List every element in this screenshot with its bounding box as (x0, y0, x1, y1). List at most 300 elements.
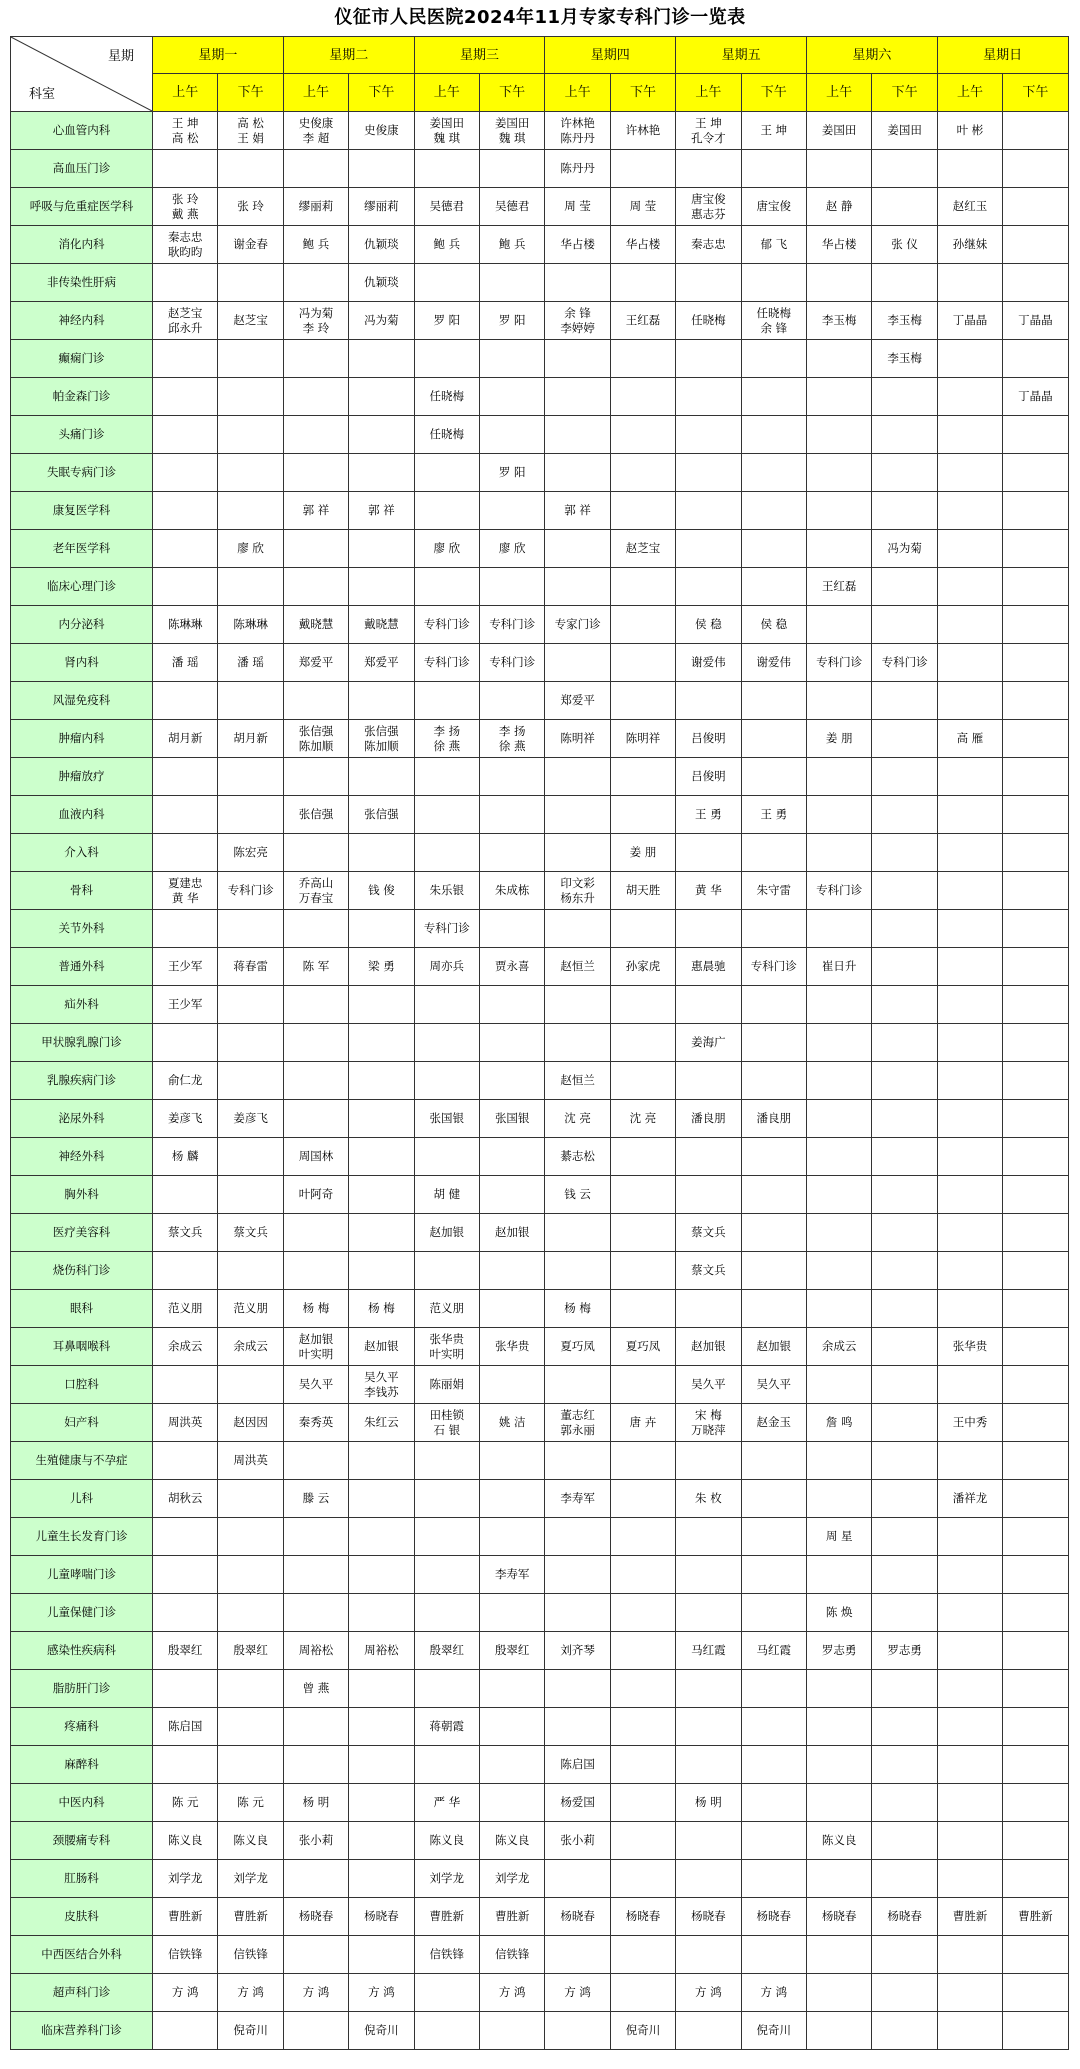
schedule-cell (414, 1062, 479, 1100)
schedule-cell (414, 986, 479, 1024)
schedule-cell (741, 1214, 806, 1252)
schedule-cell (153, 1632, 218, 1670)
schedule-cell (1003, 1138, 1068, 1176)
schedule-cell (741, 1100, 806, 1138)
schedule-cell (479, 1062, 544, 1100)
schedule-cell (806, 454, 871, 492)
doctor-name: 罗 阳 (498, 313, 526, 327)
schedule-cell (218, 2012, 283, 2050)
doctor-name: 滕 云 (302, 1491, 330, 1505)
table-row (11, 1822, 1069, 1860)
doctor-name: 鲍 兵 (302, 237, 330, 251)
doctor-name: 姚 洁 (498, 1415, 526, 1429)
department-cell: 皮肤科 (11, 1898, 153, 1936)
schedule-cell (676, 1898, 741, 1936)
schedule-cell (1003, 1594, 1068, 1632)
schedule-cell (1003, 1746, 1068, 1784)
doctor-name: 杨晓春 (625, 1909, 661, 1923)
schedule-cell (676, 910, 741, 948)
doctor-name: 夏建忠 (167, 875, 203, 890)
header-am-7: 上午 (937, 74, 1002, 112)
schedule-cell (218, 530, 283, 568)
doctor-name: 罗 阳 (498, 465, 526, 479)
doctor-name: 方 鸿 (498, 1985, 526, 1999)
doctor-name: 陈 元 (237, 1795, 264, 1809)
schedule-cell (806, 796, 871, 834)
doctor-name: 李 玲 (302, 320, 330, 335)
schedule-cell (479, 2012, 544, 2050)
schedule-cell (545, 986, 610, 1024)
schedule-cell (676, 112, 741, 150)
doctor-name: 朱 枚 (695, 1491, 722, 1505)
schedule-cell (545, 910, 610, 948)
doctor-name: 殷翠红 (233, 1643, 268, 1657)
doctor-name: 信铁锋 (429, 1947, 465, 1961)
schedule-cell (806, 416, 871, 454)
doctor-name: 蔡文兵 (167, 1225, 203, 1239)
schedule-cell (479, 188, 544, 226)
table-row (11, 1024, 1069, 1062)
schedule-cell (218, 1784, 283, 1822)
schedule-cell (872, 1936, 937, 1974)
doctor-name: 吴久平 (298, 1377, 334, 1391)
department-cell: 感染性疾病科 (11, 1632, 153, 1670)
schedule-cell (610, 834, 675, 872)
schedule-cell (676, 1860, 741, 1898)
schedule-cell (610, 1404, 675, 1442)
schedule-cell (1003, 872, 1068, 910)
doctor-name: 梁 勇 (368, 959, 395, 973)
schedule-cell (676, 1290, 741, 1328)
doctor-name: 陈宏亮 (233, 845, 268, 859)
department-cell: 肿瘤内科 (11, 720, 153, 758)
schedule-cell (1003, 1176, 1068, 1214)
doctor-name: 叶实明 (429, 1346, 465, 1361)
department-cell: 帕金森门诊 (11, 378, 153, 416)
doctor-name: 陈义良 (429, 1833, 465, 1847)
schedule-cell (479, 948, 544, 986)
schedule-cell (1003, 1252, 1068, 1290)
schedule-cell (218, 1936, 283, 1974)
schedule-cell (153, 834, 218, 872)
schedule-cell (545, 264, 610, 302)
doctor-name: 唐宝俊 (691, 191, 726, 206)
schedule-cell (218, 568, 283, 606)
schedule-cell (545, 1442, 610, 1480)
schedule-cell (937, 644, 1002, 682)
schedule-cell (153, 796, 218, 834)
schedule-cell (872, 1290, 937, 1328)
schedule-cell (283, 188, 348, 226)
doctor-name: 曹胜新 (1018, 1909, 1053, 1923)
schedule-cell (545, 606, 610, 644)
schedule-cell (218, 1214, 283, 1252)
doctor-name: 仇颖琰 (364, 237, 399, 251)
schedule-cell (283, 264, 348, 302)
schedule-cell (676, 682, 741, 720)
department-cell: 甲状腺乳腺门诊 (11, 1024, 153, 1062)
doctor-name: 赵因因 (233, 1415, 268, 1429)
schedule-cell (349, 758, 414, 796)
schedule-cell (937, 1480, 1002, 1518)
schedule-cell (676, 1974, 741, 2012)
schedule-cell (610, 1632, 675, 1670)
schedule-cell (676, 302, 741, 340)
schedule-cell (741, 492, 806, 530)
table-row (11, 112, 1069, 150)
doctor-name: 孙家虎 (625, 959, 661, 973)
schedule-cell (1003, 1670, 1068, 1708)
schedule-cell (1003, 1632, 1068, 1670)
schedule-cell (610, 720, 675, 758)
schedule-cell (218, 1822, 283, 1860)
schedule-cell (153, 264, 218, 302)
schedule-cell (1003, 1404, 1068, 1442)
schedule-cell (349, 1214, 414, 1252)
schedule-cell (349, 188, 414, 226)
doctor-name: 潘 瑶 (237, 655, 264, 669)
schedule-cell (741, 758, 806, 796)
doctor-name: 赵芝宝 (233, 313, 268, 327)
table-row (11, 340, 1069, 378)
table-row (11, 2012, 1069, 2050)
schedule-cell (872, 1708, 937, 1746)
department-cell: 关节外科 (11, 910, 153, 948)
schedule-cell (153, 720, 218, 758)
schedule-cell (479, 150, 544, 188)
schedule-cell (676, 1328, 741, 1366)
schedule-cell (414, 530, 479, 568)
schedule-cell (676, 796, 741, 834)
doctor-name: 冯为菊 (298, 305, 334, 320)
table-row (11, 1290, 1069, 1328)
doctor-name: 张信强 (364, 807, 399, 821)
table-row (11, 1404, 1069, 1442)
schedule-cell (153, 226, 218, 264)
table-row (11, 796, 1069, 834)
department-cell: 中医内科 (11, 1784, 153, 1822)
doctor-name: 张 仪 (891, 237, 918, 251)
schedule-cell (414, 1214, 479, 1252)
schedule-cell (610, 1594, 675, 1632)
doctor-name: 周洪英 (233, 1453, 268, 1467)
doctor-name: 李钱苏 (364, 1384, 399, 1399)
doctor-name: 专科门诊 (489, 655, 536, 669)
schedule-cell (153, 378, 218, 416)
schedule-cell (479, 226, 544, 264)
schedule-cell (218, 378, 283, 416)
schedule-cell (610, 1518, 675, 1556)
schedule-cell (872, 568, 937, 606)
schedule-cell (414, 1176, 479, 1214)
schedule-cell (610, 1974, 675, 2012)
schedule-cell (806, 1328, 871, 1366)
schedule-cell (479, 416, 544, 454)
schedule-cell (1003, 1328, 1068, 1366)
schedule-cell (676, 454, 741, 492)
doctor-name: 董志红 (560, 1407, 595, 1422)
schedule-cell (349, 682, 414, 720)
schedule-cell (153, 1518, 218, 1556)
schedule-cell (349, 1290, 414, 1328)
schedule-cell (414, 796, 479, 834)
schedule-cell (414, 1594, 479, 1632)
schedule-cell (479, 644, 544, 682)
schedule-cell (218, 1556, 283, 1594)
schedule-cell (1003, 1290, 1068, 1328)
doctor-name: 赵金玉 (756, 1415, 792, 1429)
schedule-cell (1003, 986, 1068, 1024)
department-cell: 呼吸与危重症医学科 (11, 188, 153, 226)
schedule-cell (741, 796, 806, 834)
schedule-cell (872, 1138, 937, 1176)
schedule-cell (349, 834, 414, 872)
schedule-cell (414, 1670, 479, 1708)
schedule-cell (806, 1252, 871, 1290)
schedule-cell (349, 492, 414, 530)
schedule-cell (153, 1214, 218, 1252)
table-row (11, 720, 1069, 758)
schedule-cell (218, 644, 283, 682)
schedule-cell (218, 188, 283, 226)
schedule-cell (872, 150, 937, 188)
schedule-cell (937, 188, 1002, 226)
schedule-cell (741, 1062, 806, 1100)
schedule-cell (414, 758, 479, 796)
schedule-cell (806, 758, 871, 796)
doctor-name: 周国林 (298, 1149, 334, 1163)
schedule-cell (414, 1860, 479, 1898)
schedule-cell (545, 1024, 610, 1062)
schedule-cell (741, 1404, 806, 1442)
department-cell: 脂肪肝门诊 (11, 1670, 153, 1708)
schedule-cell (218, 1328, 283, 1366)
schedule-cell (218, 112, 283, 150)
doctor-name: 唐宝俊 (756, 199, 792, 213)
department-cell: 肾内科 (11, 644, 153, 682)
doctor-name: 侯 稳 (760, 617, 788, 631)
doctor-name: 杨晓春 (364, 1909, 399, 1923)
department-cell: 口腔科 (11, 1366, 153, 1404)
schedule-cell (414, 948, 479, 986)
doctor-name: 余成云 (233, 1339, 268, 1353)
department-cell: 老年医学科 (11, 530, 153, 568)
schedule-cell (479, 1100, 544, 1138)
doctor-name: 刘学龙 (233, 1871, 268, 1885)
schedule-cell (545, 1404, 610, 1442)
schedule-cell (153, 1328, 218, 1366)
schedule-cell (414, 720, 479, 758)
schedule-cell (806, 1100, 871, 1138)
table-row (11, 1898, 1069, 1936)
schedule-cell (1003, 1480, 1068, 1518)
schedule-cell (479, 1366, 544, 1404)
schedule-cell (153, 1100, 218, 1138)
schedule-cell (414, 302, 479, 340)
schedule-cell (610, 1024, 675, 1062)
schedule-cell (806, 530, 871, 568)
schedule-cell (1003, 796, 1068, 834)
doctor-name: 唐 卉 (629, 1415, 657, 1429)
header-pm-5: 下午 (741, 74, 806, 112)
schedule-cell (218, 1518, 283, 1556)
schedule-cell (414, 1252, 479, 1290)
table-row (11, 1670, 1069, 1708)
schedule-cell (1003, 1442, 1068, 1480)
schedule-cell (414, 1138, 479, 1176)
doctor-name: 王 勇 (760, 807, 788, 821)
schedule-cell (218, 264, 283, 302)
schedule-cell (153, 644, 218, 682)
header-day-3: 星期三 (414, 37, 545, 74)
doctor-name: 秦志忠 (167, 229, 203, 244)
schedule-cell (872, 302, 937, 340)
schedule-cell (218, 720, 283, 758)
schedule-cell (153, 2012, 218, 2050)
doctor-name: 曹胜新 (233, 1909, 268, 1923)
doctor-name: 倪奇川 (756, 2023, 792, 2037)
schedule-cell (218, 872, 283, 910)
schedule-cell (479, 1252, 544, 1290)
schedule-cell (1003, 226, 1068, 264)
doctor-name: 杨爱国 (560, 1795, 595, 1809)
schedule-cell (741, 644, 806, 682)
doctor-name: 胡 健 (433, 1187, 461, 1201)
table-row (11, 1594, 1069, 1632)
schedule-cell (479, 910, 544, 948)
schedule-cell (545, 1518, 610, 1556)
schedule-cell (218, 1898, 283, 1936)
schedule-cell (937, 1974, 1002, 2012)
schedule-cell (218, 1366, 283, 1404)
schedule-cell (937, 1784, 1002, 1822)
schedule-cell (545, 150, 610, 188)
header-pm-2: 下午 (349, 74, 414, 112)
doctor-name: 王 娟 (237, 130, 264, 145)
department-cell: 耳鼻咽喉科 (11, 1328, 153, 1366)
schedule-cell (937, 1328, 1002, 1366)
schedule-cell (414, 1366, 479, 1404)
schedule-cell (806, 1518, 871, 1556)
schedule-cell (545, 948, 610, 986)
schedule-cell (1003, 530, 1068, 568)
table-row (11, 872, 1069, 910)
table-row (11, 1328, 1069, 1366)
schedule-cell (479, 720, 544, 758)
doctor-name: 李寿军 (494, 1567, 530, 1581)
doctor-name: 李婷婷 (560, 320, 595, 335)
table-row (11, 1480, 1069, 1518)
schedule-cell (1003, 150, 1068, 188)
schedule-cell (349, 1974, 414, 2012)
schedule-cell (741, 1518, 806, 1556)
doctor-name: 史俊康 (364, 123, 399, 137)
schedule-cell (283, 948, 348, 986)
schedule-cell (610, 872, 675, 910)
schedule-cell (349, 1936, 414, 1974)
schedule-cell (349, 1822, 414, 1860)
schedule-cell (218, 1594, 283, 1632)
doctor-name: 杨晓春 (887, 1909, 922, 1923)
doctor-name: 石 银 (433, 1422, 461, 1437)
department-cell: 骨科 (11, 872, 153, 910)
doctor-name: 余成云 (167, 1339, 203, 1353)
schedule-cell (153, 340, 218, 378)
schedule-cell (349, 1594, 414, 1632)
schedule-cell (806, 1784, 871, 1822)
schedule-cell (872, 454, 937, 492)
doctor-name: 惠志芬 (691, 206, 726, 221)
table-row (11, 1252, 1069, 1290)
schedule-cell (1003, 644, 1068, 682)
schedule-cell (610, 682, 675, 720)
schedule-cell (218, 416, 283, 454)
schedule-cell (610, 986, 675, 1024)
schedule-cell (545, 1366, 610, 1404)
doctor-name: 罗志勇 (887, 1643, 922, 1657)
schedule-cell (1003, 2012, 1068, 2050)
schedule-cell (610, 910, 675, 948)
schedule-cell (283, 1784, 348, 1822)
doctor-name: 叶 彬 (956, 123, 984, 137)
schedule-cell (937, 492, 1002, 530)
schedule-cell (872, 1366, 937, 1404)
schedule-cell (937, 758, 1002, 796)
doctor-name: 姜彦飞 (167, 1111, 203, 1125)
schedule-cell (1003, 1024, 1068, 1062)
schedule-cell (218, 1252, 283, 1290)
schedule-cell (741, 1670, 806, 1708)
department-cell: 儿童生长发育门诊 (11, 1518, 153, 1556)
schedule-cell (610, 1176, 675, 1214)
schedule-cell (349, 1518, 414, 1556)
schedule-cell (414, 378, 479, 416)
schedule-cell (676, 340, 741, 378)
schedule-cell (349, 1062, 414, 1100)
schedule-cell (741, 568, 806, 606)
schedule-cell (349, 606, 414, 644)
department-cell: 疼痛科 (11, 1708, 153, 1746)
doctor-name: 罗志勇 (821, 1643, 857, 1657)
schedule-cell (872, 872, 937, 910)
schedule-cell (610, 150, 675, 188)
doctor-name: 赵恒兰 (560, 959, 595, 973)
schedule-cell (153, 1480, 218, 1518)
schedule-cell (153, 1974, 218, 2012)
doctor-name: 戴晓慧 (364, 617, 399, 631)
doctor-name: 邱永升 (167, 320, 203, 335)
schedule-cell (741, 834, 806, 872)
schedule-cell (218, 1024, 283, 1062)
schedule-cell (545, 492, 610, 530)
doctor-name: 刘学龙 (167, 1871, 203, 1885)
schedule-cell (806, 1176, 871, 1214)
doctor-name: 魏 琪 (433, 130, 461, 145)
schedule-cell (1003, 1062, 1068, 1100)
schedule-cell (545, 1480, 610, 1518)
doctor-name: 倪奇川 (625, 2023, 661, 2037)
doctor-name: 高 松 (171, 130, 199, 145)
doctor-name: 张信强 (364, 723, 399, 738)
schedule-cell (741, 1442, 806, 1480)
department-cell: 儿科 (11, 1480, 153, 1518)
schedule-cell (872, 2012, 937, 2050)
schedule-cell (872, 1404, 937, 1442)
schedule-cell (349, 1632, 414, 1670)
schedule-cell (479, 1936, 544, 1974)
schedule-cell (545, 340, 610, 378)
doctor-name: 钱 俊 (368, 883, 395, 897)
